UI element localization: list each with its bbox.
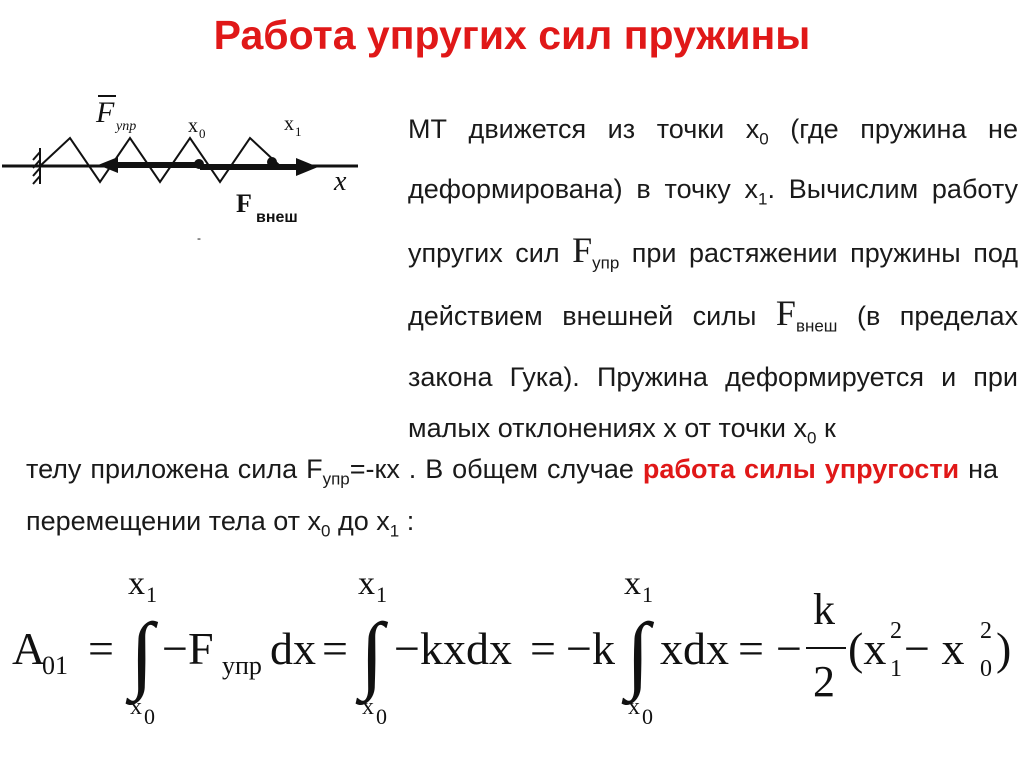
formula-eq-2: = xyxy=(322,623,348,674)
fraction-denominator: 2 xyxy=(813,657,835,706)
x0-squared: 2 xyxy=(980,618,992,644)
para-sub-1: 0 xyxy=(759,129,769,149)
integral-1-sign: ∫ xyxy=(130,605,154,701)
f-elastic-sub: упр xyxy=(116,119,137,134)
external-force-arrowhead xyxy=(296,158,318,176)
para-text-4: при растяжении пружины под действием внешней силы xyxy=(408,237,1018,332)
integral-2-lower-sub: 0 xyxy=(376,704,387,729)
minus-x: − x xyxy=(904,623,965,674)
cont-text-1: телу приложена сила F xyxy=(26,454,323,484)
explanation-paragraph xyxy=(408,104,1018,463)
formula-eq-3: = xyxy=(530,623,556,674)
paren-close: ) xyxy=(996,623,1012,674)
integral-3-upper-sub: 1 xyxy=(642,582,653,607)
para-sub-5: 0 xyxy=(807,427,817,447)
cont-sub-3: 0 xyxy=(321,521,331,541)
spring-diagram xyxy=(0,86,370,256)
para-f-external: F xyxy=(775,293,796,334)
cont-text-2: =-кх . В общем случае xyxy=(349,454,643,484)
integrand-3: xdx xyxy=(660,623,729,674)
continuation-paragraph xyxy=(26,448,998,553)
axis-x-label: x xyxy=(334,166,347,197)
integral-2-upper: x xyxy=(358,565,375,602)
x0-subscript: 0 xyxy=(980,656,992,682)
para-f-elastic-sub: упр xyxy=(592,253,620,273)
x0-label: x xyxy=(188,115,198,137)
integral-2-lower: x xyxy=(362,694,374,720)
f-ext-sub: внеш xyxy=(256,209,298,226)
fraction-numerator: k xyxy=(813,585,835,634)
point-x1 xyxy=(267,157,277,167)
integral-1-lower: x xyxy=(130,694,142,720)
formula-eq-1: = xyxy=(88,623,114,674)
factor-minus-k: −k xyxy=(566,623,615,674)
integral-1-lower-sub: 0 xyxy=(144,704,155,729)
x1-squared: 2 xyxy=(890,618,902,644)
spring-zigzag xyxy=(40,138,280,182)
f-ext-label: F xyxy=(236,189,252,218)
formula-A-sub: 01 xyxy=(42,651,68,680)
highlight-elastic-work: работа силы упругости xyxy=(642,454,960,484)
integral-3-upper: x xyxy=(624,565,641,602)
cont-text-3: на перемещении тела от x xyxy=(26,454,999,537)
stray-dot: - xyxy=(197,231,201,245)
cont-text-5: : xyxy=(399,506,415,537)
para-text-2: (где пружина не деформирована) в точку x xyxy=(408,114,1018,205)
para-text-3: . Вычислим работу упругих сил xyxy=(408,174,1019,268)
para-sub-2: 1 xyxy=(757,189,768,209)
para-f-external-sub: внеш xyxy=(795,316,838,336)
cont-sub-1: упр xyxy=(322,469,350,489)
formula-eq-4: = xyxy=(738,623,764,674)
x1-label: x xyxy=(284,113,294,135)
para-text-1: МТ движется из точки x xyxy=(408,114,760,144)
x1-sub: 1 xyxy=(295,124,302,139)
para-text-6: к xyxy=(816,412,836,443)
integrand-1-tail: dx xyxy=(270,623,316,674)
x1-subscript: 1 xyxy=(890,656,902,682)
x0-sub: 0 xyxy=(199,126,206,141)
integral-2-upper-sub: 1 xyxy=(376,582,387,607)
integral-1-upper-sub: 1 xyxy=(146,582,157,607)
integrand-2: −kxdx xyxy=(394,623,512,674)
para-f-elastic: F xyxy=(572,229,593,270)
para-text-5: (в пределах закона Гука). Пружина деформируется и при малых отклонениях x от точки x xyxy=(408,301,1018,443)
slide-title: Работа упругих сил пружины xyxy=(213,12,811,58)
cont-text-4: до x xyxy=(330,506,390,537)
integral-3-sign: ∫ xyxy=(626,605,650,701)
integral-3-lower: x xyxy=(628,694,640,720)
formula-A: A xyxy=(12,623,46,674)
integrand-1: −F xyxy=(162,623,214,674)
point-x0 xyxy=(194,159,204,169)
integrand-1-sub: упр xyxy=(222,651,262,680)
work-formula xyxy=(0,560,1024,760)
paren-open-x: (x xyxy=(848,623,887,674)
integral-2-sign: ∫ xyxy=(360,605,384,701)
cont-sub-4: 1 xyxy=(389,521,400,541)
integral-1-upper: x xyxy=(128,565,145,602)
result-minus: − xyxy=(776,623,802,674)
integral-3-lower-sub: 0 xyxy=(642,704,653,729)
f-elastic-label: F xyxy=(96,96,115,129)
